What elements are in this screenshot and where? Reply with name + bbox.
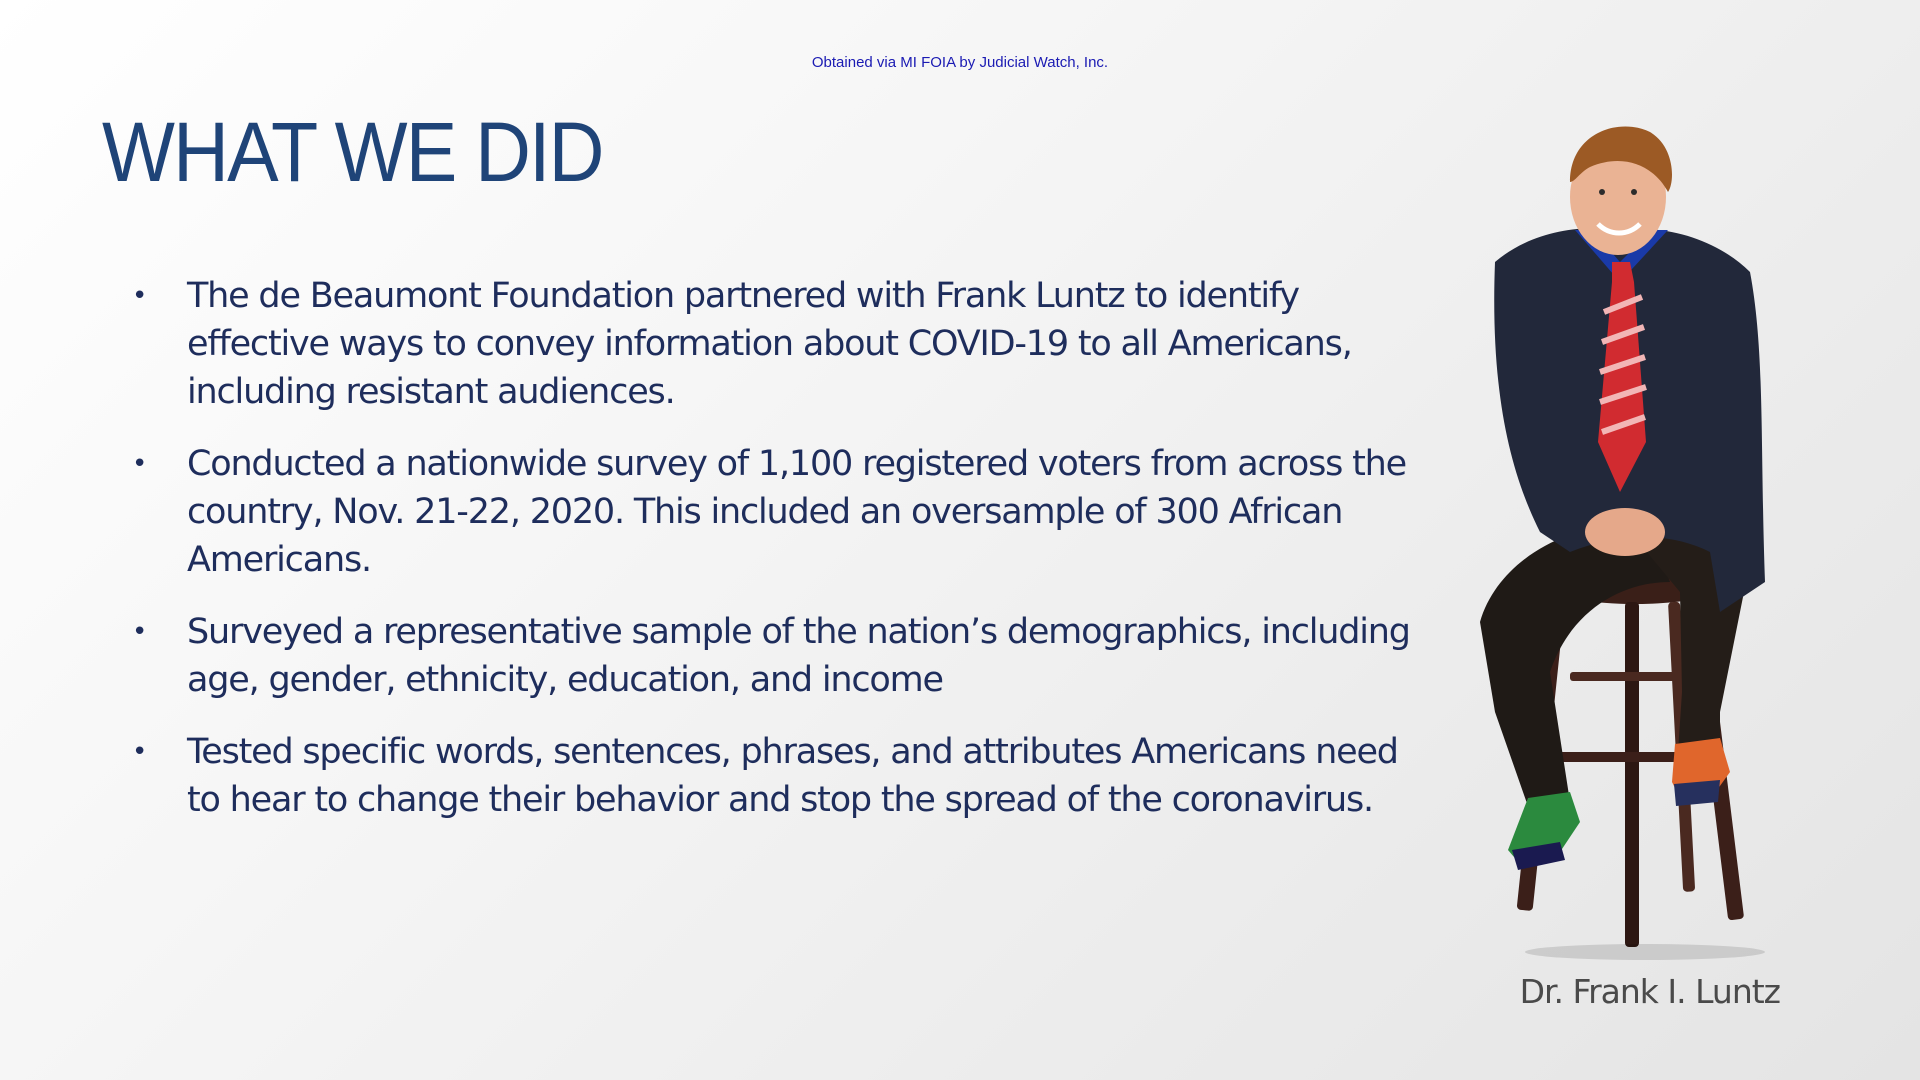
bullet-icon: • xyxy=(132,449,147,479)
bullet-text: Surveyed a representative sample of the nation’s demographics, including age, gender, ethnicity, education, and income xyxy=(187,612,1410,700)
bullet-icon: • xyxy=(132,281,147,311)
photo-caption: Dr. Frank I. Luntz xyxy=(1519,972,1780,1011)
hands-graphic xyxy=(1585,508,1665,556)
bullet-text: Conducted a nationwide survey of 1,100 registered voters from across the country, Nov. 21-22, 2020. This included an oversample of 300 African Americans. xyxy=(187,444,1406,580)
bullet-item xyxy=(128,272,1418,416)
bullet-text: Tested specific words, sentences, phrases, and attributes Americans need to hear to change their behavior and stop the spread of the coronavirus. xyxy=(187,732,1398,820)
bullet-item xyxy=(128,440,1418,584)
bullet-text: The de Beaumont Foundation partnered with Frank Luntz to identify effective ways to convey information about COVID-19 to all Americans, including resistant audiences. xyxy=(187,276,1352,412)
foia-watermark: Obtained via MI FOIA by Judicial Watch, Inc. xyxy=(811,54,1109,71)
bullet-icon: • xyxy=(132,737,147,767)
slide-title: WHAT WE DID xyxy=(102,105,603,199)
bullet-item xyxy=(128,608,1418,704)
speaker-photo xyxy=(1420,112,1810,972)
bullet-item xyxy=(128,728,1418,824)
bullet-icon: • xyxy=(132,617,147,647)
bullet-list xyxy=(128,272,1418,848)
